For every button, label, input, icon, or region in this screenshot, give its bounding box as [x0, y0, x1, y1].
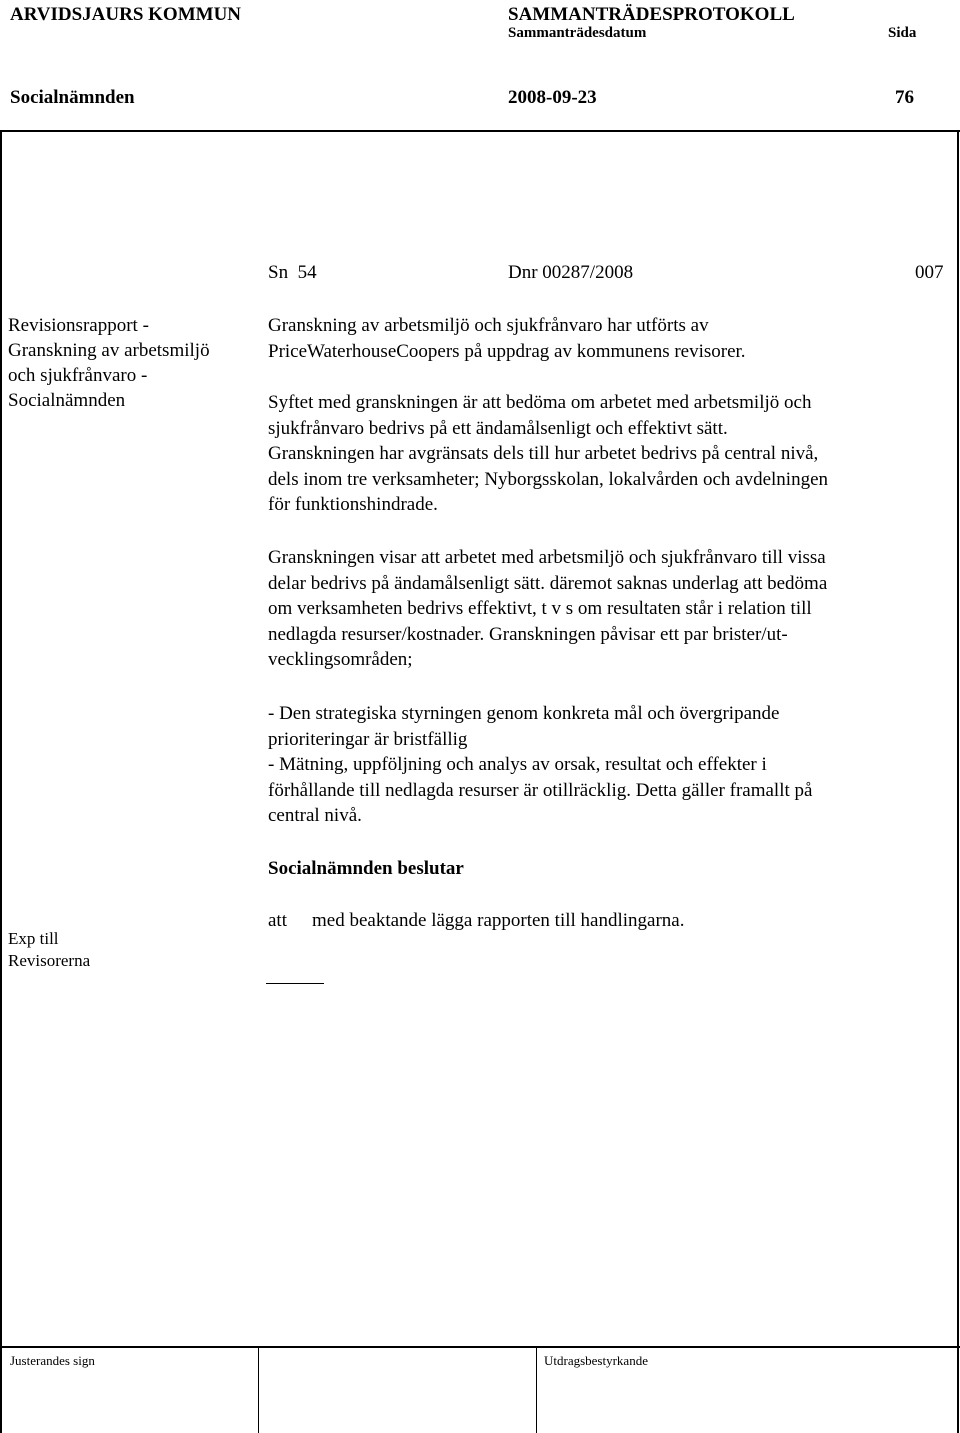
paragraph-3	[268, 545, 827, 673]
decision-heading: Socialnämnden beslutar	[268, 858, 464, 879]
expedition-note	[8, 928, 90, 972]
text-line: nedlagda resurser/kostnader. Granskningen påvisar ett par brister/ut-	[268, 623, 788, 645]
text-line: Granskningen har avgränsats dels till hur arbetet bedrivs på central nivå,	[268, 443, 819, 465]
margin-title-line: Revisionsrapport -	[8, 315, 149, 336]
left-frame-line	[0, 130, 2, 1433]
decision-text: med beaktande lägga rapporten till handlingarna.	[312, 910, 685, 931]
margin-title-line: Granskning av arbetsmiljö	[8, 340, 210, 361]
header-rule	[0, 130, 960, 132]
text-line: sjukfrånvaro bedrivs på ett ändamålsenligt och effektivt sätt.	[268, 417, 728, 439]
text-line: Granskningen visar att arbetet med arbetsmiljö och sjukfrånvaro till vissa	[268, 547, 826, 568]
text-line: - Mätning, uppföljning och analys av orsak, resultat och effekter i	[268, 754, 767, 776]
expedition-line: Exp till	[8, 929, 59, 948]
text-line: prioriteringar är bristfällig	[268, 728, 468, 750]
certified-label: Utdragsbestyrkande	[544, 1353, 648, 1368]
text-line: Syftet med granskningen är att bedöma om arbetet med arbetsmiljö och	[268, 392, 812, 413]
expedition-line: Revisorerna	[8, 951, 91, 970]
text-line: dels inom tre verksamheter; Nyborgsskolan, lokalvården och avdelningen	[268, 468, 828, 490]
section-number: Sn 54	[268, 262, 317, 283]
decision-att: att	[268, 910, 287, 931]
right-frame-line	[957, 130, 959, 1433]
margin-title-line: och sjukfrånvaro -	[8, 365, 148, 386]
paragraph-4	[268, 701, 812, 829]
municipality-name: ARVIDSJAURS KOMMUN	[10, 4, 242, 25]
text-line: för funktionshindrade.	[268, 494, 438, 516]
text-line: vecklingsområden;	[268, 649, 413, 671]
meeting-date-label: Sammanträdesdatum	[508, 25, 647, 41]
page-number: 76	[895, 87, 914, 108]
footer-rule	[0, 1346, 960, 1348]
text-line: central nivå.	[268, 805, 362, 827]
footer-divider-2	[536, 1346, 537, 1433]
document-type: SAMMANTRÄDESPROTOKOLL	[508, 4, 795, 25]
diary-number: Dnr 00287/2008	[508, 262, 634, 283]
committee-name: Socialnämnden	[10, 87, 135, 108]
text-line: - Den strategiska styrningen genom konkreta mål och övergripande	[268, 703, 780, 724]
case-code: 007	[915, 262, 944, 283]
footer-divider-1	[258, 1346, 259, 1433]
text-line: förhållande till nedlagda resurser är otillräcklig. Detta gäller framallt på	[268, 779, 813, 801]
text-line: delar bedrivs på ändamålsenligt sätt. däremot saknas underlag att bedöma	[268, 572, 828, 594]
margin-title-line: Socialnämnden	[8, 390, 126, 411]
text-line: PriceWaterhouseCoopers på uppdrag av kommunens revisorer.	[268, 340, 746, 362]
margin-title	[8, 313, 210, 413]
page-label: Sida	[888, 25, 917, 41]
signature-label: Justerandes sign	[10, 1353, 95, 1368]
paragraph-1	[268, 313, 746, 364]
paragraph-2	[268, 390, 828, 518]
meeting-date: 2008-09-23	[508, 87, 597, 108]
text-line: om verksamheten bedrivs effektivt, t v s om resultaten står i relation till	[268, 598, 812, 620]
end-line	[266, 983, 324, 984]
text-line: Granskning av arbetsmiljö och sjukfrånvaro har utförts av	[268, 315, 709, 336]
